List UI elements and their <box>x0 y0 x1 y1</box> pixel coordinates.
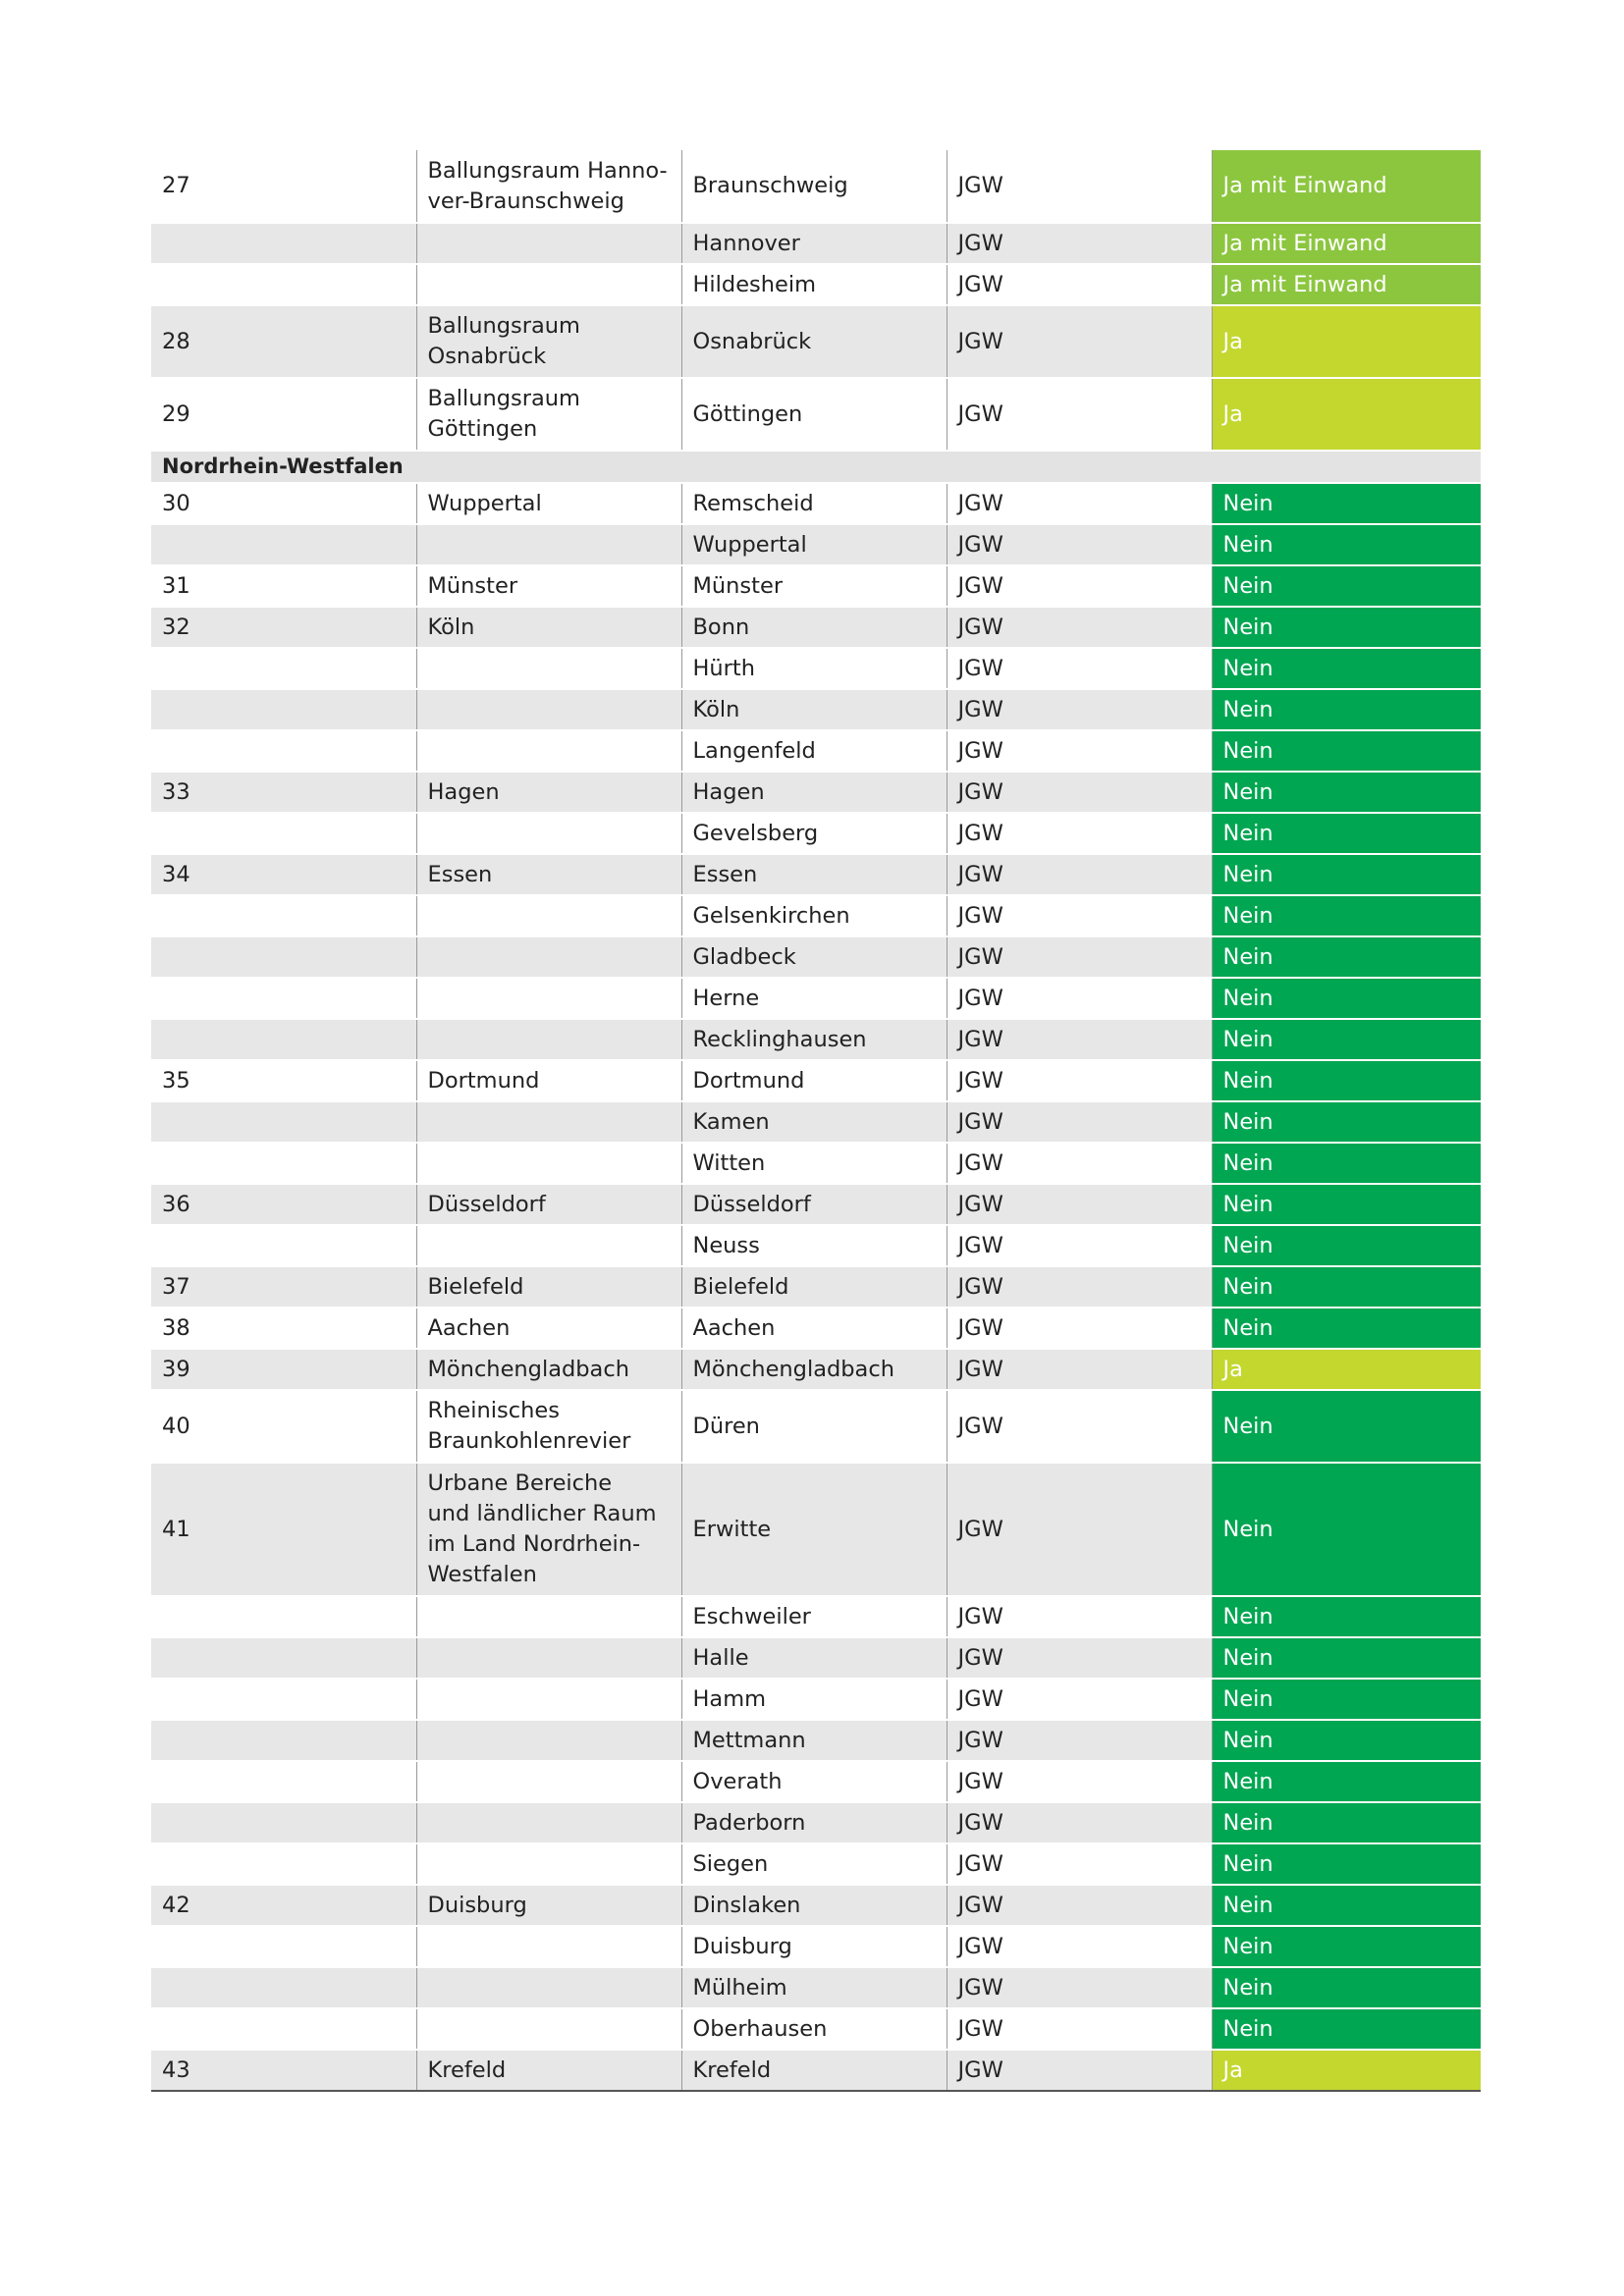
cell-number <box>151 524 416 565</box>
cell-region <box>416 483 681 524</box>
cell-city: Mettmann <box>681 1720 947 1761</box>
region-line: Aachen <box>427 1314 511 1341</box>
region-line: Osnabrück <box>427 344 547 369</box>
table-row <box>151 150 1481 223</box>
cell-unit: JGW <box>947 524 1212 565</box>
status-badge: Nein <box>1212 565 1481 607</box>
table-row <box>151 1308 1481 1349</box>
cell-unit: JGW <box>947 1390 1212 1463</box>
cell-number: 42 <box>151 1885 416 1926</box>
cell-unit: JGW <box>947 895 1212 936</box>
status-badge: Nein <box>1212 524 1481 565</box>
status-badge: Nein <box>1212 1463 1481 1596</box>
cell-number <box>151 2008 416 2050</box>
cell-unit: JGW <box>947 305 1212 378</box>
cell-region <box>416 895 681 936</box>
cell-unit: JGW <box>947 1019 1212 1060</box>
table-body <box>151 150 1481 2091</box>
status-badge: Nein <box>1212 1143 1481 1184</box>
cell-region <box>416 1679 681 1720</box>
cell-region <box>416 305 681 378</box>
region-line: Düsseldorf <box>427 1191 546 1217</box>
table-row <box>151 1967 1481 2008</box>
table-row <box>151 1843 1481 1885</box>
table-row <box>151 1143 1481 1184</box>
cell-unit: JGW <box>947 264 1212 305</box>
region-line: Duisburg <box>427 1892 527 1918</box>
cell-unit: JGW <box>947 1308 1212 1349</box>
cell-city: Hannover <box>681 223 947 264</box>
table-row <box>151 607 1481 648</box>
status-badge: Nein <box>1212 854 1481 895</box>
cell-number: 29 <box>151 378 416 451</box>
status-badge: Nein <box>1212 1926 1481 1967</box>
status-badge: Nein <box>1212 1596 1481 1637</box>
cell-number <box>151 1802 416 1843</box>
status-badge: Ja <box>1212 305 1481 378</box>
cell-unit: JGW <box>947 607 1212 648</box>
cell-number <box>151 689 416 730</box>
cell-unit: JGW <box>947 730 1212 772</box>
cell-city: Kamen <box>681 1101 947 1143</box>
cell-unit: JGW <box>947 1349 1212 1390</box>
cell-region <box>416 648 681 689</box>
cell-city: Krefeld <box>681 2050 947 2091</box>
cell-unit: JGW <box>947 1266 1212 1308</box>
cell-number <box>151 1926 416 1967</box>
cell-unit: JGW <box>947 1802 1212 1843</box>
table-row <box>151 1101 1481 1143</box>
cell-number: 40 <box>151 1390 416 1463</box>
table-row <box>151 895 1481 936</box>
cell-unit: JGW <box>947 1761 1212 1802</box>
table-row <box>151 1720 1481 1761</box>
cell-unit: JGW <box>947 1101 1212 1143</box>
status-badge: Nein <box>1212 813 1481 854</box>
region-line: Ballungsraum <box>427 386 580 411</box>
region-line: Dortmund <box>427 1067 540 1094</box>
cell-city: Neuss <box>681 1225 947 1266</box>
cell-number: 30 <box>151 483 416 524</box>
status-badge: Nein <box>1212 648 1481 689</box>
status-badge: Nein <box>1212 1308 1481 1349</box>
table-row <box>151 730 1481 772</box>
section-heading: Nordrhein-Westfalen <box>151 451 1481 483</box>
cell-number <box>151 1019 416 1060</box>
cell-number: 39 <box>151 1349 416 1390</box>
status-badge: Nein <box>1212 689 1481 730</box>
cell-region <box>416 223 681 264</box>
cell-region <box>416 689 681 730</box>
cell-number: 37 <box>151 1266 416 1308</box>
table-row <box>151 1637 1481 1679</box>
region-line: Münster <box>427 572 518 599</box>
status-badge: Nein <box>1212 1637 1481 1679</box>
cell-city: Paderborn <box>681 1802 947 1843</box>
status-badge: Nein <box>1212 1019 1481 1060</box>
cell-number <box>151 1596 416 1637</box>
cell-unit: JGW <box>947 1184 1212 1225</box>
cell-number: 34 <box>151 854 416 895</box>
status-badge: Nein <box>1212 1720 1481 1761</box>
cell-number <box>151 978 416 1019</box>
cell-city: Dortmund <box>681 1060 947 1101</box>
status-badge: Nein <box>1212 978 1481 1019</box>
cell-city: Gladbeck <box>681 936 947 978</box>
cell-region <box>416 524 681 565</box>
table-row <box>151 264 1481 305</box>
cell-city: Gevelsberg <box>681 813 947 854</box>
cell-city: Siegen <box>681 1843 947 1885</box>
region-line: und ländlicher Raum <box>427 1501 657 1526</box>
status-badge: Nein <box>1212 1967 1481 2008</box>
region-line: Ballungsraum <box>427 313 580 339</box>
cell-unit: JGW <box>947 378 1212 451</box>
cell-city: Düsseldorf <box>681 1184 947 1225</box>
cell-city: Osnabrück <box>681 305 947 378</box>
cell-unit: JGW <box>947 150 1212 223</box>
cell-region <box>416 1266 681 1308</box>
table-row <box>151 565 1481 607</box>
region-line: ver-Braunschweig <box>427 187 624 214</box>
table-row <box>151 1349 1481 1390</box>
cell-unit: JGW <box>947 565 1212 607</box>
cell-city: Münster <box>681 565 947 607</box>
cell-unit: JGW <box>947 1843 1212 1885</box>
region-line: Krefeld <box>427 2056 507 2083</box>
status-badge: Nein <box>1212 1225 1481 1266</box>
cell-region <box>416 1596 681 1637</box>
cell-unit: JGW <box>947 1463 1212 1596</box>
region-line: Mönchengladbach <box>427 1356 629 1382</box>
cell-number <box>151 1761 416 1802</box>
cell-city: Recklinghausen <box>681 1019 947 1060</box>
cell-unit: JGW <box>947 1967 1212 2008</box>
cell-city: Hildesheim <box>681 264 947 305</box>
table-row <box>151 1390 1481 1463</box>
cell-number <box>151 813 416 854</box>
table-row <box>151 1463 1481 1596</box>
status-badge: Nein <box>1212 1843 1481 1885</box>
cell-city: Mülheim <box>681 1967 947 2008</box>
cell-region <box>416 772 681 813</box>
table-row <box>151 936 1481 978</box>
cell-unit: JGW <box>947 1637 1212 1679</box>
cell-city: Dinslaken <box>681 1885 947 1926</box>
table-row <box>151 1184 1481 1225</box>
status-badge: Nein <box>1212 1390 1481 1463</box>
cell-number <box>151 1143 416 1184</box>
cell-unit: JGW <box>947 978 1212 1019</box>
cell-region <box>416 264 681 305</box>
cell-unit: JGW <box>947 813 1212 854</box>
cell-region <box>416 1308 681 1349</box>
table-row <box>151 483 1481 524</box>
cell-unit: JGW <box>947 2050 1212 2091</box>
cell-number: 27 <box>151 150 416 223</box>
region-line: Göttingen <box>427 416 538 442</box>
region-line: im Land Nordrhein- <box>427 1531 641 1557</box>
region-line: Essen <box>427 861 493 887</box>
region-line: Bielefeld <box>427 1273 524 1300</box>
table-row <box>151 2050 1481 2091</box>
table-row <box>151 854 1481 895</box>
cell-city: Hagen <box>681 772 947 813</box>
cell-number: 38 <box>151 1308 416 1349</box>
cell-unit: JGW <box>947 1225 1212 1266</box>
table-row <box>151 1225 1481 1266</box>
cell-unit: JGW <box>947 772 1212 813</box>
cell-number <box>151 648 416 689</box>
cell-unit: JGW <box>947 648 1212 689</box>
table-row <box>151 378 1481 451</box>
cell-number: 41 <box>151 1463 416 1596</box>
cell-city: Gelsenkirchen <box>681 895 947 936</box>
cell-region <box>416 1349 681 1390</box>
table-row <box>151 524 1481 565</box>
cell-number: 28 <box>151 305 416 378</box>
cell-number <box>151 895 416 936</box>
cell-region <box>416 730 681 772</box>
cell-city: Wuppertal <box>681 524 947 565</box>
cell-city: Essen <box>681 854 947 895</box>
cell-number: 43 <box>151 2050 416 2091</box>
cell-number <box>151 1720 416 1761</box>
cell-city: Düren <box>681 1390 947 1463</box>
cell-city: Erwitte <box>681 1463 947 1596</box>
table-row <box>151 305 1481 378</box>
region-line: Hagen <box>427 778 500 805</box>
cell-city: Göttingen <box>681 378 947 451</box>
region-line: Köln <box>427 614 475 640</box>
cell-city: Herne <box>681 978 947 1019</box>
status-badge: Nein <box>1212 607 1481 648</box>
cell-region <box>416 1885 681 1926</box>
cell-number: 32 <box>151 607 416 648</box>
cell-city: Eschweiler <box>681 1596 947 1637</box>
cell-region <box>416 1143 681 1184</box>
cell-region <box>416 854 681 895</box>
cell-region <box>416 813 681 854</box>
cell-region <box>416 378 681 451</box>
cell-region <box>416 1802 681 1843</box>
cell-city: Hürth <box>681 648 947 689</box>
cell-region <box>416 2008 681 2050</box>
cell-unit: JGW <box>947 1060 1212 1101</box>
status-badge: Nein <box>1212 936 1481 978</box>
cell-region <box>416 1101 681 1143</box>
cell-region <box>416 1019 681 1060</box>
section-row <box>151 451 1481 483</box>
status-badge: Nein <box>1212 895 1481 936</box>
cell-city: Bielefeld <box>681 1266 947 1308</box>
cell-number <box>151 264 416 305</box>
cell-city: Halle <box>681 1637 947 1679</box>
table-row <box>151 978 1481 1019</box>
cell-city: Langenfeld <box>681 730 947 772</box>
table-row <box>151 2008 1481 2050</box>
status-badge: Nein <box>1212 1060 1481 1101</box>
cell-unit: JGW <box>947 1720 1212 1761</box>
table-row <box>151 689 1481 730</box>
cell-number <box>151 1679 416 1720</box>
measurement-table <box>151 150 1481 2092</box>
cell-number <box>151 1967 416 2008</box>
status-badge: Ja <box>1212 378 1481 451</box>
cell-number <box>151 223 416 264</box>
cell-region <box>416 150 681 223</box>
cell-region <box>416 1060 681 1101</box>
table-row <box>151 1596 1481 1637</box>
status-badge: Ja mit Einwand <box>1212 150 1481 223</box>
cell-number: 31 <box>151 565 416 607</box>
cell-region <box>416 1720 681 1761</box>
cell-city: Duisburg <box>681 1926 947 1967</box>
cell-region <box>416 1225 681 1266</box>
table-row <box>151 223 1481 264</box>
table-row <box>151 1926 1481 1967</box>
status-badge: Nein <box>1212 1802 1481 1843</box>
cell-number <box>151 936 416 978</box>
cell-unit: JGW <box>947 1143 1212 1184</box>
table-row <box>151 1885 1481 1926</box>
cell-city: Overath <box>681 1761 947 1802</box>
cell-city: Hamm <box>681 1679 947 1720</box>
cell-unit: JGW <box>947 936 1212 978</box>
cell-unit: JGW <box>947 223 1212 264</box>
status-badge: Ja mit Einwand <box>1212 264 1481 305</box>
cell-region <box>416 1761 681 1802</box>
status-badge: Nein <box>1212 772 1481 813</box>
cell-number <box>151 1101 416 1143</box>
cell-number <box>151 1225 416 1266</box>
cell-number <box>151 1843 416 1885</box>
cell-region <box>416 2050 681 2091</box>
cell-unit: JGW <box>947 689 1212 730</box>
status-badge: Nein <box>1212 730 1481 772</box>
cell-number <box>151 1637 416 1679</box>
cell-region <box>416 936 681 978</box>
cell-region <box>416 1843 681 1885</box>
status-badge: Ja <box>1212 1349 1481 1390</box>
cell-region <box>416 1390 681 1463</box>
cell-city: Köln <box>681 689 947 730</box>
cell-region <box>416 1184 681 1225</box>
cell-city: Bonn <box>681 607 947 648</box>
status-badge: Ja mit Einwand <box>1212 223 1481 264</box>
cell-region <box>416 1637 681 1679</box>
cell-number: 36 <box>151 1184 416 1225</box>
status-badge: Nein <box>1212 2008 1481 2050</box>
table-row <box>151 813 1481 854</box>
cell-city: Oberhausen <box>681 2008 947 2050</box>
cell-unit: JGW <box>947 1596 1212 1637</box>
region-line: Braunkohlenrevier <box>427 1428 631 1454</box>
cell-city: Remscheid <box>681 483 947 524</box>
cell-city: Aachen <box>681 1308 947 1349</box>
status-badge: Nein <box>1212 1101 1481 1143</box>
cell-city: Braunschweig <box>681 150 947 223</box>
region-line: Ballungsraum Hanno- <box>427 157 668 184</box>
status-badge: Nein <box>1212 1184 1481 1225</box>
status-badge: Nein <box>1212 483 1481 524</box>
cell-region <box>416 607 681 648</box>
region-line: Urbane Bereiche <box>427 1470 613 1496</box>
cell-region <box>416 1967 681 2008</box>
table-row <box>151 1266 1481 1308</box>
status-badge: Ja <box>1212 2050 1481 2091</box>
cell-city: Witten <box>681 1143 947 1184</box>
cell-region <box>416 1463 681 1596</box>
region-line: Wuppertal <box>427 490 542 516</box>
table-row <box>151 1060 1481 1101</box>
table-row <box>151 1679 1481 1720</box>
cell-unit: JGW <box>947 1885 1212 1926</box>
status-badge: Nein <box>1212 1885 1481 1926</box>
table-row <box>151 772 1481 813</box>
region-line: Rheinisches <box>427 1398 560 1423</box>
cell-number: 33 <box>151 772 416 813</box>
cell-city: Mönchengladbach <box>681 1349 947 1390</box>
cell-unit: JGW <box>947 1926 1212 1967</box>
cell-unit: JGW <box>947 1679 1212 1720</box>
cell-region <box>416 565 681 607</box>
table-row <box>151 648 1481 689</box>
status-badge: Nein <box>1212 1266 1481 1308</box>
table-row <box>151 1802 1481 1843</box>
cell-region <box>416 1926 681 1967</box>
cell-unit: JGW <box>947 854 1212 895</box>
status-badge: Nein <box>1212 1679 1481 1720</box>
status-badge: Nein <box>1212 1761 1481 1802</box>
cell-number <box>151 730 416 772</box>
cell-region <box>416 978 681 1019</box>
region-line: Westfalen <box>427 1562 537 1587</box>
table-row <box>151 1019 1481 1060</box>
cell-unit: JGW <box>947 2008 1212 2050</box>
cell-unit: JGW <box>947 483 1212 524</box>
cell-number: 35 <box>151 1060 416 1101</box>
table-row <box>151 1761 1481 1802</box>
